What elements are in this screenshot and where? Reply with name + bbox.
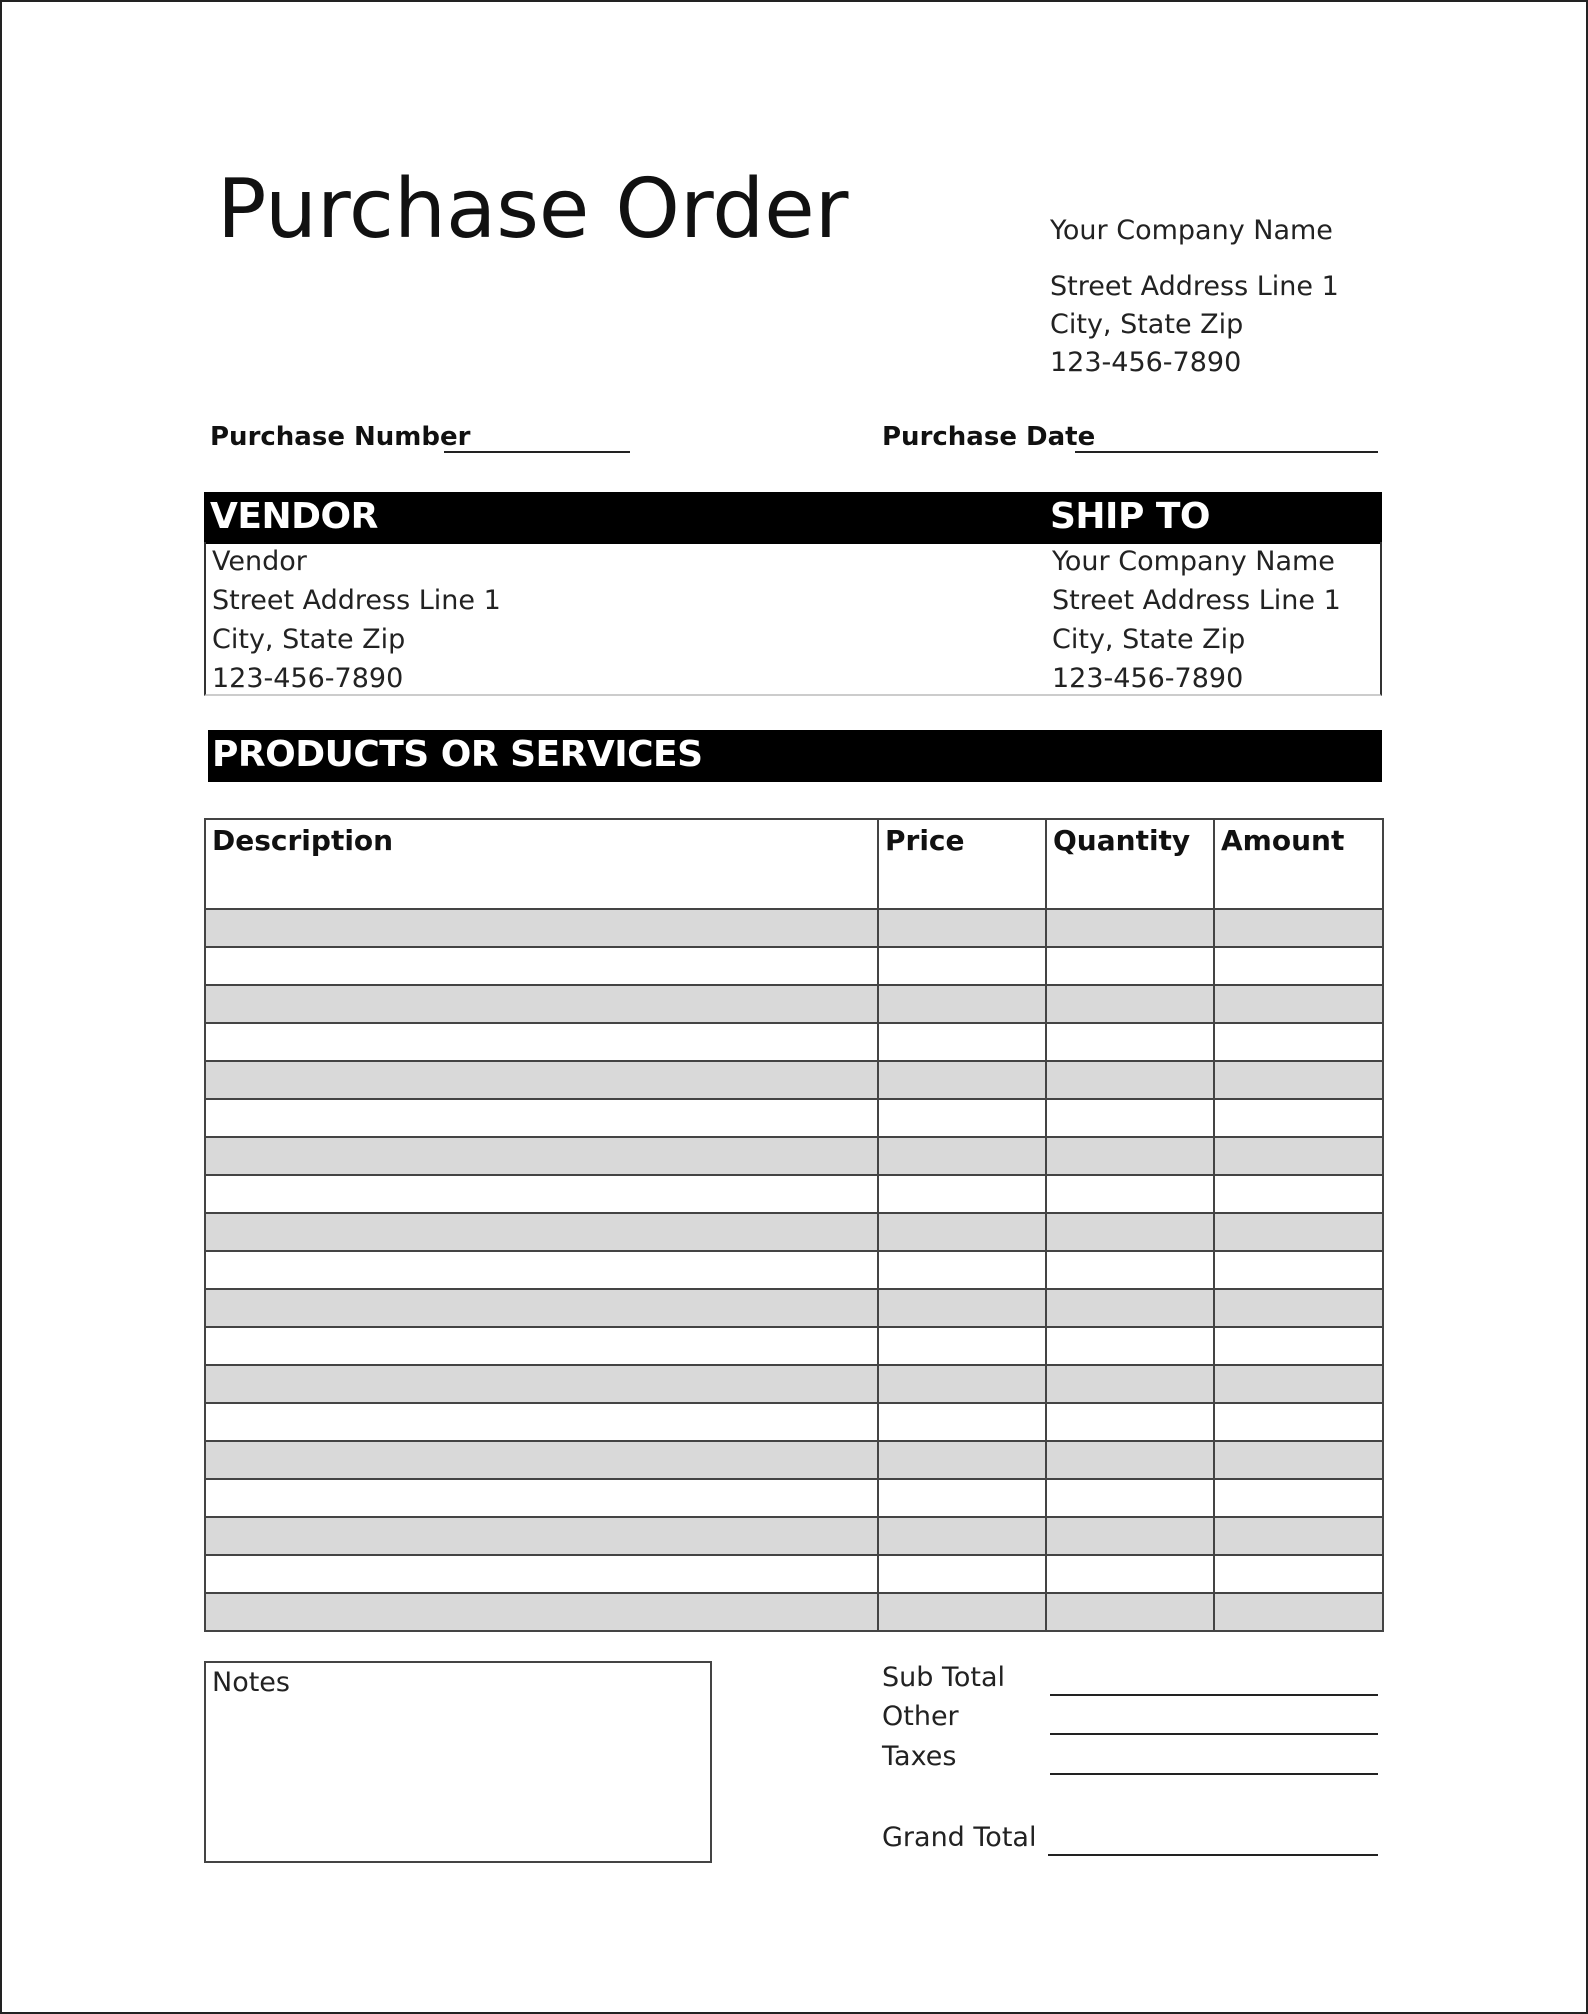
table-cell-quantity[interactable]: [1046, 1289, 1214, 1327]
table-cell-description[interactable]: [205, 1289, 878, 1327]
table-cell-description[interactable]: [205, 1479, 878, 1517]
other-field[interactable]: [1050, 1733, 1378, 1735]
purchase-date-field[interactable]: [1075, 451, 1378, 453]
table-cell-quantity[interactable]: [1046, 1327, 1214, 1365]
table-cell-quantity[interactable]: [1046, 1555, 1214, 1593]
taxes-label: Taxes: [882, 1741, 957, 1772]
table-cell-amount[interactable]: [1214, 1251, 1383, 1289]
table-cell-quantity[interactable]: [1046, 1175, 1214, 1213]
table-cell-description[interactable]: [205, 1175, 878, 1213]
column-header-price: Price: [878, 819, 1046, 909]
table-cell-description[interactable]: [205, 1213, 878, 1251]
table-cell-amount[interactable]: [1214, 1175, 1383, 1213]
table-cell-price[interactable]: [878, 1251, 1046, 1289]
table-row: [205, 1479, 1383, 1517]
purchase-number-field[interactable]: [444, 451, 630, 453]
table-cell-quantity[interactable]: [1046, 947, 1214, 985]
table-cell-description[interactable]: [205, 1555, 878, 1593]
table-cell-price[interactable]: [878, 1137, 1046, 1175]
sub-total-label: Sub Total: [882, 1662, 1006, 1693]
table-cell-price[interactable]: [878, 947, 1046, 985]
table-cell-amount[interactable]: [1214, 1593, 1383, 1631]
table-cell-amount[interactable]: [1214, 1441, 1383, 1479]
table-row: [205, 1175, 1383, 1213]
table-cell-price[interactable]: [878, 1441, 1046, 1479]
table-row: [205, 947, 1383, 985]
table-cell-quantity[interactable]: [1046, 1593, 1214, 1631]
table-cell-amount[interactable]: [1214, 1213, 1383, 1251]
vendor-shipto-box: [204, 542, 1382, 696]
grand-total-field[interactable]: [1048, 1854, 1378, 1856]
table-cell-amount[interactable]: [1214, 1099, 1383, 1137]
products-table-header-row: [205, 819, 1383, 909]
table-cell-amount[interactable]: [1214, 1517, 1383, 1555]
table-cell-description[interactable]: [205, 1441, 878, 1479]
table-row: [205, 1517, 1383, 1555]
company-phone: 123-456-7890: [1050, 347, 1242, 378]
table-cell-quantity[interactable]: [1046, 1365, 1214, 1403]
ship-to-address: Street Address Line 1: [1052, 585, 1341, 616]
table-cell-quantity[interactable]: [1046, 1403, 1214, 1441]
table-cell-description[interactable]: [205, 1099, 878, 1137]
table-cell-description[interactable]: [205, 1137, 878, 1175]
table-cell-quantity[interactable]: [1046, 1099, 1214, 1137]
table-cell-price[interactable]: [878, 1061, 1046, 1099]
table-cell-quantity[interactable]: [1046, 1023, 1214, 1061]
table-cell-description[interactable]: [205, 909, 878, 947]
table-row: [205, 1137, 1383, 1175]
table-cell-description[interactable]: [205, 1517, 878, 1555]
table-cell-amount[interactable]: [1214, 1403, 1383, 1441]
table-cell-amount[interactable]: [1214, 1479, 1383, 1517]
table-cell-price[interactable]: [878, 1555, 1046, 1593]
notes-box[interactable]: [204, 1661, 712, 1863]
table-cell-description[interactable]: [205, 1327, 878, 1365]
products-header-bar: [208, 730, 1382, 782]
company-address: Street Address Line 1: [1050, 271, 1339, 302]
table-cell-quantity[interactable]: [1046, 985, 1214, 1023]
table-cell-amount[interactable]: [1214, 985, 1383, 1023]
products-header: PRODUCTS OR SERVICES: [212, 734, 703, 775]
table-row: [205, 1593, 1383, 1631]
table-cell-quantity[interactable]: [1046, 1517, 1214, 1555]
vendor-block: [212, 542, 501, 698]
table-cell-description[interactable]: [205, 1403, 878, 1441]
ship-to-header: SHIP TO: [1050, 496, 1211, 537]
column-header-description: Description: [205, 819, 878, 909]
table-cell-description[interactable]: [205, 947, 878, 985]
vendor-phone: 123-456-7890: [212, 663, 404, 694]
table-cell-description[interactable]: [205, 985, 878, 1023]
table-cell-amount[interactable]: [1214, 1365, 1383, 1403]
ship-to-phone: 123-456-7890: [1052, 663, 1244, 694]
table-cell-amount[interactable]: [1214, 1137, 1383, 1175]
vendor-city-state-zip: City, State Zip: [212, 624, 406, 655]
table-row: [205, 1061, 1383, 1099]
table-cell-quantity[interactable]: [1046, 909, 1214, 947]
table-cell-price[interactable]: [878, 1289, 1046, 1327]
table-cell-price[interactable]: [878, 1023, 1046, 1061]
table-row: [205, 1403, 1383, 1441]
table-cell-price[interactable]: [878, 1479, 1046, 1517]
company-info: [1050, 212, 1339, 382]
table-cell-price[interactable]: [878, 1365, 1046, 1403]
table-cell-description[interactable]: [205, 1023, 878, 1061]
table-cell-quantity[interactable]: [1046, 1137, 1214, 1175]
table-cell-amount[interactable]: [1214, 909, 1383, 947]
products-table: [204, 818, 1384, 1632]
table-cell-price[interactable]: [878, 1327, 1046, 1365]
table-cell-price[interactable]: [878, 1593, 1046, 1631]
table-row: [205, 1099, 1383, 1137]
vendor-name: Vendor: [212, 546, 307, 577]
vendor-header: VENDOR: [210, 496, 378, 537]
table-cell-quantity[interactable]: [1046, 1479, 1214, 1517]
table-cell-quantity[interactable]: [1046, 1251, 1214, 1289]
table-cell-price[interactable]: [878, 1175, 1046, 1213]
grand-total-label: Grand Total: [882, 1822, 1037, 1853]
table-cell-amount[interactable]: [1214, 1289, 1383, 1327]
table-cell-price[interactable]: [878, 985, 1046, 1023]
table-cell-price[interactable]: [878, 1403, 1046, 1441]
products-table-body: [205, 909, 1383, 1631]
table-cell-quantity[interactable]: [1046, 1061, 1214, 1099]
vendor-shipto-header-bar: [204, 492, 1382, 544]
table-cell-price[interactable]: [878, 909, 1046, 947]
table-cell-quantity[interactable]: [1046, 1213, 1214, 1251]
table-cell-price[interactable]: [878, 1213, 1046, 1251]
table-row: [205, 1213, 1383, 1251]
table-cell-description[interactable]: [205, 1593, 878, 1631]
table-cell-amount[interactable]: [1214, 1061, 1383, 1099]
ship-to-block: [1052, 542, 1341, 698]
notes-label: Notes: [212, 1667, 290, 1698]
table-cell-price[interactable]: [878, 1099, 1046, 1137]
sub-total-field[interactable]: [1050, 1694, 1378, 1696]
table-cell-price[interactable]: [878, 1517, 1046, 1555]
table-row: [205, 1023, 1383, 1061]
taxes-field[interactable]: [1050, 1773, 1378, 1775]
table-cell-amount[interactable]: [1214, 1023, 1383, 1061]
table-cell-description[interactable]: [205, 1061, 878, 1099]
table-row: [205, 1365, 1383, 1403]
table-row: [205, 985, 1383, 1023]
table-row: [205, 1555, 1383, 1593]
column-header-amount: Amount: [1214, 819, 1383, 909]
purchase-number-label: Purchase Number: [210, 422, 471, 452]
company-name: Your Company Name: [1050, 215, 1333, 246]
table-cell-amount[interactable]: [1214, 947, 1383, 985]
ship-to-city-state-zip: City, State Zip: [1052, 624, 1246, 655]
ship-to-name: Your Company Name: [1052, 546, 1335, 577]
other-label: Other: [882, 1701, 959, 1732]
table-row: [205, 1327, 1383, 1365]
table-cell-quantity[interactable]: [1046, 1441, 1214, 1479]
table-row: [205, 1289, 1383, 1327]
purchase-date-label: Purchase Date: [882, 422, 1096, 452]
page-title: Purchase Order: [217, 162, 849, 257]
table-row: [205, 909, 1383, 947]
company-city-state-zip: City, State Zip: [1050, 309, 1244, 340]
table-cell-description[interactable]: [205, 1251, 878, 1289]
vendor-address: Street Address Line 1: [212, 585, 501, 616]
table-cell-amount[interactable]: [1214, 1327, 1383, 1365]
table-cell-description[interactable]: [205, 1365, 878, 1403]
table-cell-amount[interactable]: [1214, 1555, 1383, 1593]
table-row: [205, 1251, 1383, 1289]
table-row: [205, 1441, 1383, 1479]
column-header-quantity: Quantity: [1046, 819, 1214, 909]
